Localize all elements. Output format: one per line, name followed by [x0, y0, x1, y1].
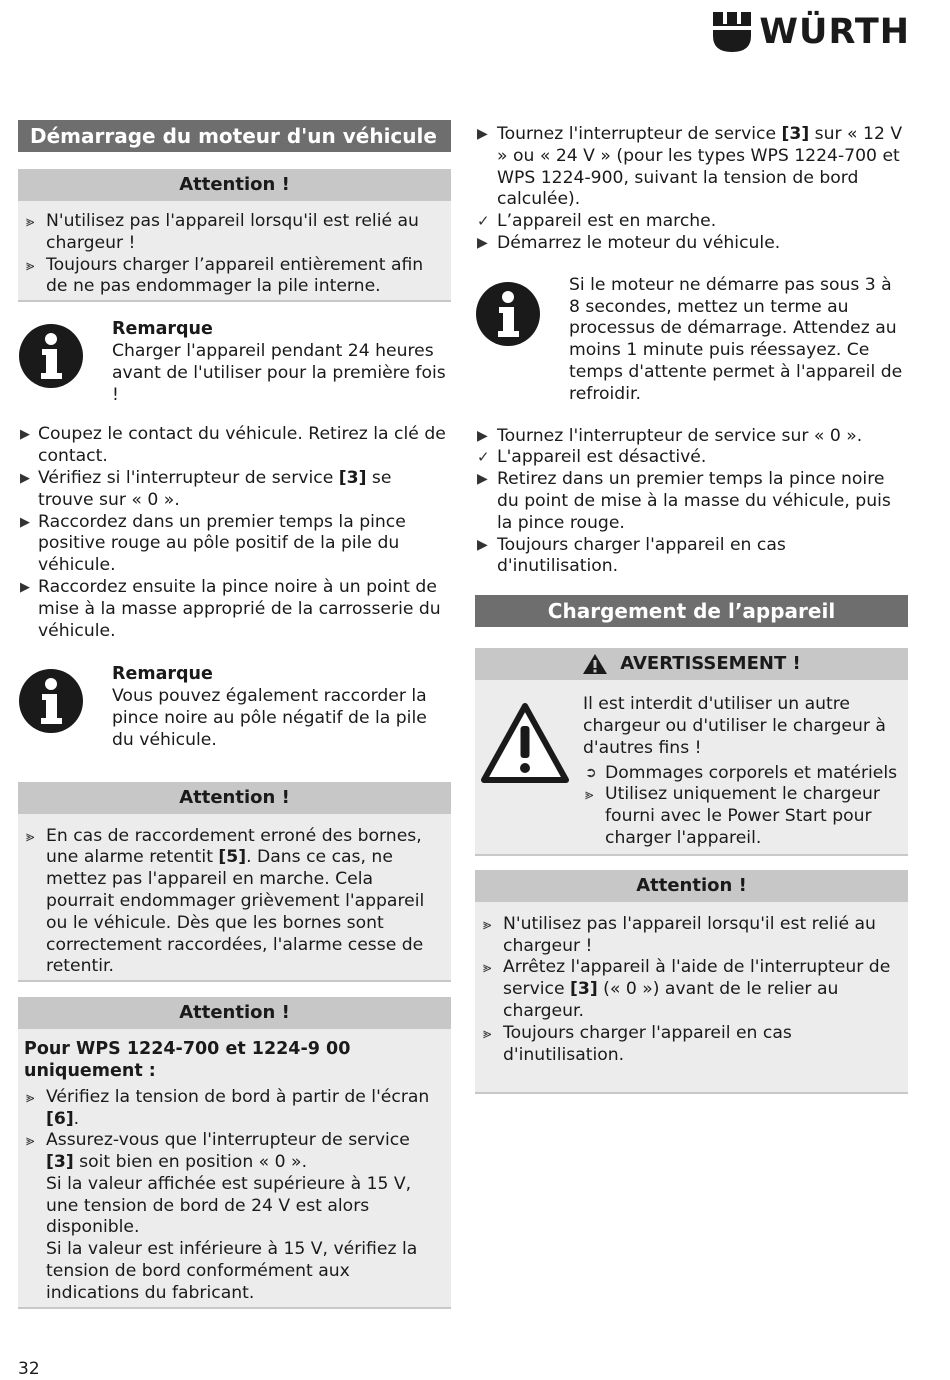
list-item: ⪢ Arrêtez l'appareil à l'aide de l'interrupteur de service [3] (« 0 ») avant de le relier au chargeur.: [483, 957, 891, 1021]
warning-triangle-icon: [582, 653, 608, 675]
procedure-steps-stop: [475, 426, 908, 579]
section-heading-charging: Chargement de l’appareil: [475, 595, 908, 627]
note-text: Charger l'appareil pendant 24 heures avant de l'utiliser pour la première fois !: [112, 340, 446, 405]
chevron-right-icon: ⪢: [483, 958, 492, 977]
attention-box-4: [475, 870, 908, 1095]
consequence-item: ➲ Dommages corporels et matériels: [585, 762, 898, 783]
info-icon: [18, 668, 84, 734]
attention-box-2: [18, 782, 451, 983]
left-column: [18, 120, 451, 1309]
warning-head: [475, 648, 908, 680]
warning-box: [475, 648, 908, 856]
chevron-right-icon: ⪢: [26, 255, 35, 274]
result-item: ✓ L'appareil est désactivé.: [477, 447, 707, 468]
note-title: Remarque: [112, 319, 213, 340]
list-item: ⪢ Toujours charger l'appareil en cas d'inutilisation.: [483, 1022, 792, 1065]
list-item: ⪢ N'utilisez pas l'appareil lorsqu'il est relié au chargeur !: [26, 211, 419, 253]
info-icon: [475, 281, 541, 347]
triangle-right-icon: ▶: [477, 427, 488, 444]
attention-subtitle: Pour WPS 1224-700 et 1224-9 00 uniquement :: [24, 1039, 351, 1081]
step-item: ▶ Raccordez dans un premier temps la pince positive rouge au pôle positif de la pile du véhicule.: [20, 511, 406, 576]
step-item: ▶ Vérifiez si l'interrupteur de service [3] se trouve sur « 0 ».: [20, 467, 392, 510]
attention-title: Attention !: [18, 169, 451, 201]
page-number: 32: [18, 1359, 40, 1379]
warning-title: AVERTISSEMENT !: [620, 653, 801, 675]
list-item: ⪢ N'utilisez pas l'appareil lorsqu'il est relié au chargeur !: [483, 913, 876, 956]
triangle-right-icon: ▶: [20, 470, 30, 486]
note-text: Vous pouvez également raccorder la pince noire au pôle négatif de la pile du véhicule.: [112, 686, 427, 750]
chevron-right-icon: ⪢: [26, 212, 35, 230]
step-item: ▶ Démarrez le moteur du véhicule.: [477, 232, 781, 253]
step-item: ▶ Raccordez ensuite la pince noire à un point de mise à la masse approprié de la carrosserie du véhicule.: [20, 576, 441, 641]
procedure-steps-continued: [475, 124, 908, 255]
info-icon: [18, 323, 84, 389]
triangle-right-icon: ▶: [477, 536, 488, 553]
chevron-right-icon: ⪢: [585, 785, 594, 804]
triangle-right-icon: ▶: [20, 427, 30, 443]
wurth-logo-icon: [713, 12, 751, 52]
list-item: ⪢ Toujours charger l’appareil entièrement afin de ne pas endommager la pile interne.: [26, 254, 424, 297]
note-block-1: [18, 317, 451, 406]
note-title: Remarque: [112, 664, 213, 685]
triangle-right-icon: ▶: [477, 471, 488, 488]
triangle-right-icon: ▶: [20, 579, 30, 595]
list-item: ⪢ Vérifiez la tension de bord à partir de l'écran [6].: [26, 1086, 430, 1129]
step-item: ▶ Toujours charger l'appareil en cas d'inutilisation.: [477, 534, 786, 577]
list-item: ⪢ Assurez-vous que l'interrupteur de service [3] soit bien en position « 0 ». Si la valeur affichée est supérieure à 15 V, une tension de bord de 24 V est alors disponible. Si la valeur est inférieure à 15 V, vérifiez la tension de bord conformément aux indications du fabricant.: [26, 1130, 418, 1303]
procedure-steps: [18, 424, 451, 642]
attention-title: Attention !: [475, 870, 908, 902]
wurth-logo: [713, 12, 910, 52]
section-heading-starting: Démarrage du moteur d'un véhicule: [18, 120, 451, 152]
warning-triangle-icon: [481, 702, 569, 784]
step-item: ▶ Tournez l'interrupteur de service sur « 0 ».: [477, 425, 863, 446]
chevron-right-icon: ⪢: [483, 914, 492, 933]
right-column: [475, 124, 908, 1094]
logo-text: WÜRTH: [759, 12, 910, 52]
chevron-right-icon: ⪢: [26, 826, 35, 845]
step-item: ▶ Tournez l'interrupteur de service [3] sur « 12 V » ou « 24 V » (pour les types WPS 1224-700 et WPS 1224-900, suivant la tension de bord calculée).: [477, 124, 903, 210]
triangle-right-icon: ▶: [477, 126, 488, 142]
checkmark-icon: ✓: [477, 448, 490, 467]
step-item: ▶ Retirez dans un premier temps la pince noire du point de mise à la masse du véhicule, puis la pince rouge.: [477, 469, 891, 533]
chevron-right-icon: ⪢: [26, 1131, 35, 1150]
attention-box-3: [18, 997, 451, 1309]
chevron-right-icon: ⪢: [483, 1023, 492, 1042]
note-block-2: [18, 662, 451, 751]
chevron-right-icon: ⪢: [26, 1087, 35, 1106]
triangle-right-icon: ▶: [477, 234, 488, 251]
step-item: ▶ Coupez le contact du véhicule. Retirez la clé de contact.: [20, 424, 446, 467]
checkmark-icon: ✓: [477, 212, 490, 231]
note-text: Si le moteur ne démarre pas sous 3 à 8 secondes, mettez un terme au processus de démarrage. Attendez au moins 1 minute puis réessayez. Ce temps d'attente permet à l'appareil de refroidir.: [569, 274, 903, 404]
warning-text: Il est interdit d'utiliser un autre chargeur ou d'utiliser le chargeur à d'autres fins !: [583, 694, 886, 758]
right-arrow-icon: ➲: [585, 764, 597, 781]
attention-title: Attention !: [18, 782, 451, 814]
attention-title: Attention !: [18, 997, 451, 1029]
attention-box-1: [18, 169, 451, 302]
list-item: ⪢ En cas de raccordement erroné des bornes, une alarme retentit [5]. Dans ce cas, ne mettez pas l'appareil en marche. Cela pourrait endommager grièvement l'appareil ou le véhicule. Dès que les bornes sont correctement raccordées, l'alarme cesse de retentir.: [26, 825, 425, 977]
triangle-right-icon: ▶: [20, 514, 30, 530]
list-item: ⪢ Utilisez uniquement le chargeur fourni avec le Power Start pour charger l'appareil.: [585, 784, 880, 848]
note-block-3: [475, 275, 908, 406]
result-item: ✓ L’appareil est en marche.: [477, 211, 717, 232]
